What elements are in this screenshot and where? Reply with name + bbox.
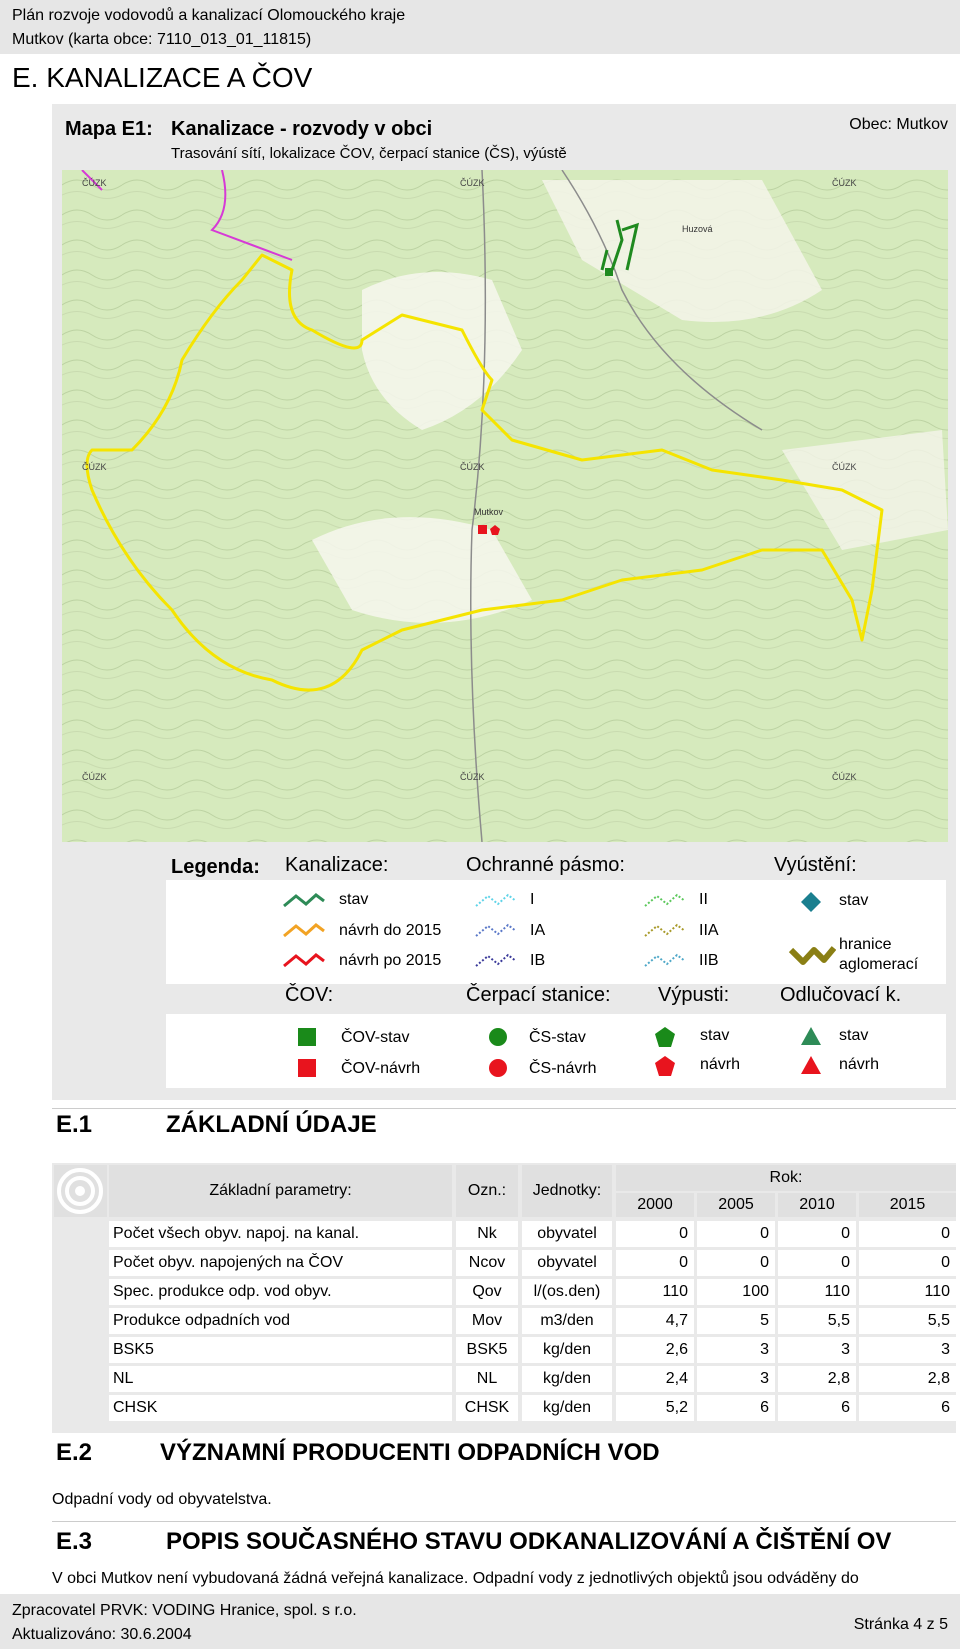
table-cell: CHSK [109, 1395, 452, 1421]
vypust-stav-icon [654, 1026, 676, 1048]
pasmo-ia-icon [474, 922, 518, 938]
odlucovac-stav-icon [800, 1026, 822, 1046]
table-cell: m3/den [522, 1308, 612, 1334]
table-cell: NL [109, 1366, 452, 1392]
table-cell: 100 [697, 1279, 775, 1305]
header-year: 2010 [778, 1193, 856, 1217]
table-cell: 2,4 [616, 1366, 694, 1392]
header-year: 2015 [859, 1193, 956, 1217]
odlucovac-navrh-label: návrh [839, 1056, 880, 1073]
cov-stav-label: ČOV-stav [341, 1029, 410, 1046]
kanal-navrh-po-2015-label: návrh po 2015 [339, 952, 442, 969]
table-cell: 6 [778, 1395, 856, 1421]
table-cell: 2,8 [859, 1366, 956, 1392]
legend-label: Legenda: [171, 856, 260, 878]
table-cell: 110 [778, 1279, 856, 1305]
topographic-map[interactable] [62, 170, 948, 842]
legend-cerpaci-stanice: Čerpací stanice: [466, 984, 611, 1006]
cov-navrh-label: ČOV-návrh [341, 1060, 421, 1077]
legend-cov: ČOV: [285, 984, 334, 1006]
page-title: E. KANALIZACE A ČOV [12, 62, 313, 93]
vyusteni-stav-label: stav [839, 892, 869, 909]
table-cell: 5,5 [778, 1308, 856, 1334]
table-cell: 0 [616, 1221, 694, 1247]
hranice-label-2: aglomerací [839, 956, 919, 973]
legend-vypusti: Výpusti: [658, 984, 730, 1006]
table-cell: 0 [859, 1221, 956, 1247]
section-3-title: POPIS SOUČASNÉHO STAVU ODKANALIZOVÁNÍ A ČIŠTĚNÍ OV [166, 1528, 892, 1555]
svg-text:ČÚZK: ČÚZK [460, 462, 485, 472]
cs-stav-icon [489, 1028, 507, 1046]
svg-text:ČÚZK: ČÚZK [460, 178, 485, 188]
table-cell: Spec. produkce odp. vod obyv. [109, 1279, 452, 1305]
section-3-number: E.3 [56, 1528, 93, 1555]
table-cell: 5 [697, 1308, 775, 1334]
kanal-navrh-2015-icon [282, 922, 326, 938]
table-cell: 5,2 [616, 1395, 694, 1421]
cov-navrh-icon [298, 1059, 316, 1077]
table-cell: 2,6 [616, 1337, 694, 1363]
kanal-navrh-2015-label: návrh do 2015 [339, 922, 442, 939]
kanal-navrh-po-2015-icon [282, 952, 326, 968]
table-cell: Qov [456, 1279, 518, 1305]
vypust-stav-label: stav [700, 1027, 730, 1044]
svg-text:ČÚZK: ČÚZK [832, 772, 857, 782]
header-ozn: Ozn.: [456, 1165, 518, 1217]
pasmo-iib-icon [643, 952, 687, 968]
table-cell: Počet obyv. napojených na ČOV [109, 1250, 452, 1276]
header-year: 2000 [616, 1193, 694, 1217]
cov-navrh-marker [478, 525, 487, 534]
section-2-title: VÝZNAMNÍ PRODUCENTI ODPADNÍCH VOD [160, 1439, 660, 1466]
cs-navrh-label: ČS-návrh [529, 1060, 597, 1077]
legend-kanalizace: Kanalizace: [285, 854, 389, 876]
header-parameters: Základní parametry: [109, 1165, 452, 1217]
pasmo-iib-label: IIB [699, 952, 719, 969]
divider [52, 1521, 956, 1522]
pasmo-ii-icon [643, 892, 687, 908]
pasmo-ia-label: IA [530, 922, 546, 939]
table-cell: l/(os.den) [522, 1279, 612, 1305]
table-cell: kg/den [522, 1366, 612, 1392]
header-line-2: Mutkov (karta obce: 7110_013_01_11815) [12, 31, 312, 48]
divider [52, 1108, 956, 1109]
svg-text:Huzová: Huzová [682, 224, 713, 234]
legend-odlucovaci: Odlučovací k. [780, 984, 902, 1006]
table-cell: 0 [778, 1250, 856, 1276]
target-icon [54, 1165, 107, 1217]
header-year: 2005 [697, 1193, 775, 1217]
header-rok: Rok: [616, 1165, 956, 1191]
table-cell: 110 [616, 1279, 694, 1305]
table-cell: NL [456, 1366, 518, 1392]
kanal-stav-icon [282, 892, 326, 908]
table-cell: 3 [778, 1337, 856, 1363]
legend-vyusteni: Vyústění: [774, 854, 857, 876]
hranice-label-1: hranice [839, 936, 892, 953]
pasmo-ii-label: II [699, 891, 708, 908]
table-cell: 6 [697, 1395, 775, 1421]
table-cell: 0 [778, 1221, 856, 1247]
map-title: Kanalizace - rozvody v obci [171, 118, 433, 140]
footer-updated: Aktualizováno: 30.6.2004 [12, 1626, 192, 1643]
table-cell: 3 [859, 1337, 956, 1363]
section-3-text: V obci Mutkov není vybudovaná žádná veřejná kanalizace. Odpadní vody z jednotlivých objektů jsou odváděny do [52, 1570, 859, 1587]
svg-text:Mutkov: Mutkov [474, 507, 504, 517]
map-graphic [62, 170, 948, 842]
hranice-aglomeraci-icon [788, 942, 836, 966]
section-2-text: Odpadní vody od obyvatelstva. [52, 1491, 272, 1508]
table-cell: obyvatel [522, 1250, 612, 1276]
svg-text:ČÚZK: ČÚZK [832, 462, 857, 472]
table-cell: Nk [456, 1221, 518, 1247]
svg-text:ČÚZK: ČÚZK [832, 178, 857, 188]
header-line-1: Plán rozvoje vodovodů a kanalizací Olomouckého kraje [12, 7, 406, 24]
kanal-stav-label: stav [339, 891, 369, 908]
pasmo-iia-icon [643, 922, 687, 938]
table-cell: CHSK [456, 1395, 518, 1421]
table-cell: Produkce odpadních vod [109, 1308, 452, 1334]
table-cell: 0 [616, 1250, 694, 1276]
table-cell: 110 [859, 1279, 956, 1305]
obec-label: Obec: Mutkov [849, 116, 948, 133]
table-cell: 6 [859, 1395, 956, 1421]
table-cell: 3 [697, 1337, 775, 1363]
page-footer [0, 1594, 960, 1649]
table-cell: BSK5 [456, 1337, 518, 1363]
basic-data-table [52, 1163, 956, 1433]
vypust-navrh-icon [654, 1055, 676, 1077]
vypust-navrh-label: návrh [700, 1056, 741, 1073]
cov-stav-marker [605, 268, 613, 276]
footer-page-number: Stránka 4 z 5 [853, 1616, 948, 1633]
svg-text:ČÚZK: ČÚZK [82, 178, 107, 188]
table-cell: obyvatel [522, 1221, 612, 1247]
cs-navrh-icon [489, 1059, 507, 1077]
table-cell: 4,7 [616, 1308, 694, 1334]
svg-text:ČÚZK: ČÚZK [82, 772, 107, 782]
section-1-number: E.1 [56, 1111, 93, 1138]
svg-text:ČÚZK: ČÚZK [460, 772, 485, 782]
header-jednotky: Jednotky: [522, 1165, 612, 1217]
map-subtitle: Trasování sítí, lokalizace ČOV, čerpací stanice (ČS), výústě [171, 145, 567, 162]
legend-box-1 [166, 880, 946, 984]
table-cell: kg/den [522, 1337, 612, 1363]
table-cell: 3 [697, 1366, 775, 1392]
table-cell: Mov [456, 1308, 518, 1334]
table-cell: 0 [697, 1221, 775, 1247]
pasmo-ib-icon [474, 952, 518, 968]
map-label: Mapa E1: [65, 118, 153, 140]
legend-box-2 [166, 1014, 946, 1088]
table-cell: 2,8 [778, 1366, 856, 1392]
pasmo-iia-label: IIA [699, 922, 719, 939]
pasmo-ib-label: IB [530, 952, 546, 969]
section-2-number: E.2 [56, 1439, 93, 1466]
odlucovac-navrh-icon [800, 1055, 822, 1075]
pasmo-i-label: I [530, 891, 535, 908]
section-1-title: ZÁKLADNÍ ÚDAJE [166, 1111, 377, 1138]
vyusteni-diamond-icon [800, 891, 822, 913]
cov-stav-icon [298, 1028, 316, 1046]
cs-stav-label: ČS-stav [529, 1029, 586, 1046]
svg-text:ČÚZK: ČÚZK [82, 462, 107, 472]
table-cell: BSK5 [109, 1337, 452, 1363]
table-cell: kg/den [522, 1395, 612, 1421]
table-cell: 0 [859, 1250, 956, 1276]
table-cell: Počet všech obyv. napoj. na kanal. [109, 1221, 452, 1247]
pasmo-i-icon [474, 892, 518, 908]
legend-ochranne-pasmo: Ochranné pásmo: [466, 854, 625, 876]
table-cell: Ncov [456, 1250, 518, 1276]
footer-processor: Zpracovatel PRVK: VODING Hranice, spol. s r.o. [12, 1602, 357, 1619]
page-header [0, 0, 960, 54]
table-cell: 5,5 [859, 1308, 956, 1334]
table-cell: 0 [697, 1250, 775, 1276]
odlucovac-stav-label: stav [839, 1027, 869, 1044]
